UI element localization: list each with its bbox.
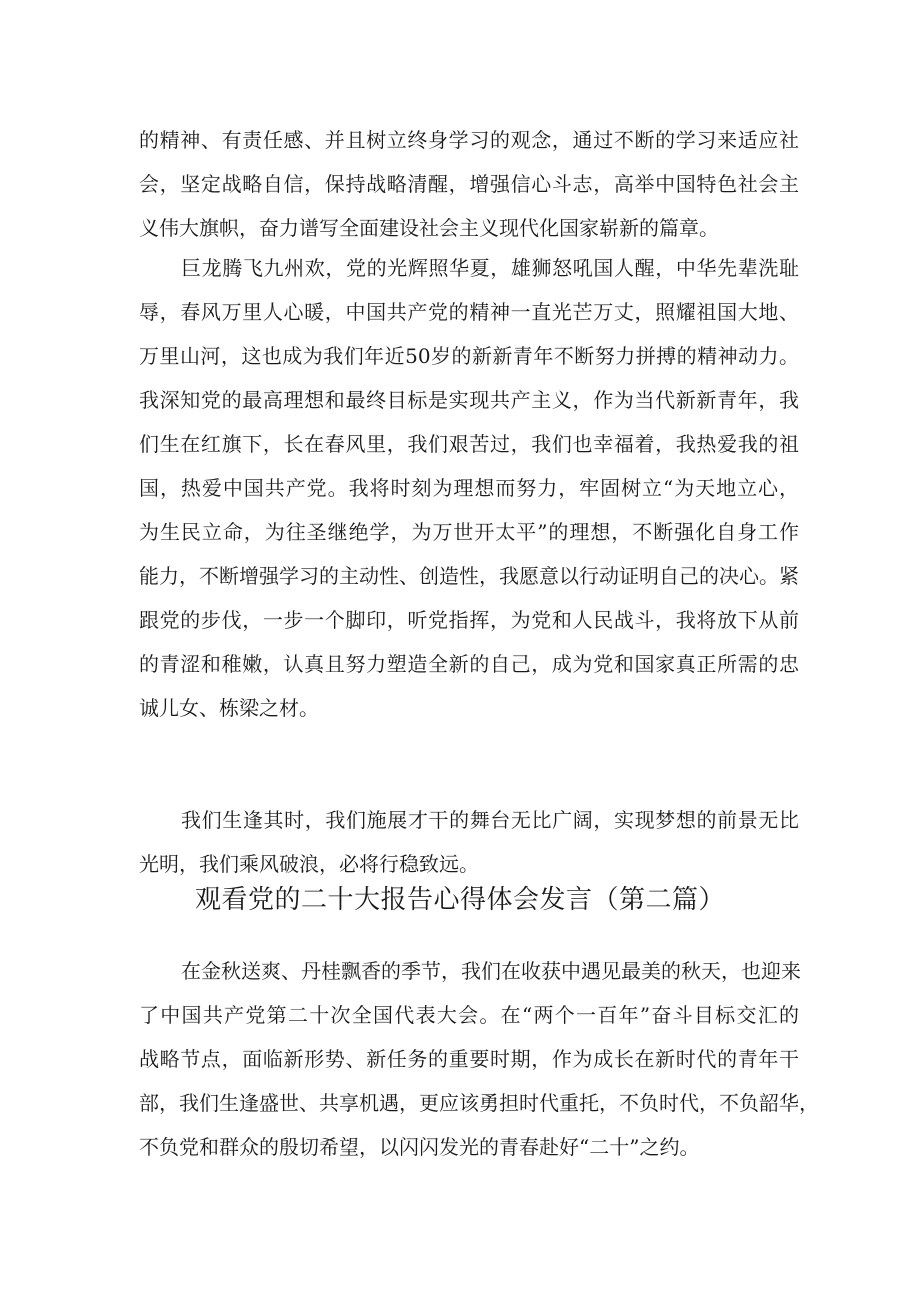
text-line: 在金秋送爽、丹桂飘香的季节，我们在收获中遇见最美的秋天，也迎来 xyxy=(181,959,801,983)
text-line: 巨龙腾飞九州欢，党的光辉照华夏，雄狮怒吼国人醒，中华先辈洗耻 xyxy=(181,256,799,280)
text-line: 国，热爱中国共产党。我将时刻为理想而努力，牢固树立“为天地立心， xyxy=(139,476,799,500)
text-line: 我深知党的最高理想和最终目标是实现共产主义，作为当代新新青年，我 xyxy=(139,388,799,412)
text-line: 能力，不断增强学习的主动性、创造性，我愿意以行动证明自己的决心。紧 xyxy=(139,564,799,588)
text-line: 我们生逢其时，我们施展才干的舞台无比广阔，实现梦想的前景无比 xyxy=(181,808,799,832)
text-line: 了中国共产党第二十次全国代表大会。在“两个一百年”奋斗目标交汇的 xyxy=(139,1003,799,1027)
text-line: 义伟大旗帜，奋力谱写全面建设社会主义现代化国家崭新的篇章。 xyxy=(139,216,719,240)
text-line: 为生民立命，为往圣继绝学，为万世开太平”的理想，不断强化自身工作 xyxy=(139,520,799,544)
paragraph-3 xyxy=(139,798,799,886)
text-line: 部，我们生逢盛世、共享机遇，更应该勇担时代重托，不负时代，不负韶华， xyxy=(139,1091,819,1115)
paragraph-2 xyxy=(139,246,799,730)
text-line: 会，坚定战略自信，保持战略清醒，增强信心斗志，高举中国特色社会主 xyxy=(139,172,799,196)
text-line: 的青涩和稚嫩，认真且努力塑造全新的自己，成为党和国家真正所需的忠 xyxy=(139,652,799,676)
text-line: 诚儿女、栋梁之材。 xyxy=(139,696,319,720)
text-line: 跟党的步伐，一步一个脚印，听党指挥，为党和人民战斗，我将放下从前 xyxy=(139,608,799,632)
paragraph-1 xyxy=(139,118,799,250)
text-line: 的精神、有责任感、并且树立终身学习的观念，通过不断的学习来适应社 xyxy=(139,128,799,152)
paragraph-4 xyxy=(139,949,819,1169)
text-line: 们生在红旗下，长在春风里，我们艰苦过，我们也幸福着，我热爱我的祖 xyxy=(139,432,799,456)
text-line: 不负党和群众的殷切希望，以闪闪发光的青春赴好“二十”之约。 xyxy=(139,1135,700,1159)
text-line: 光明，我们乘风破浪，必将行稳致远。 xyxy=(139,852,479,876)
text-line: 万里山河，这也成为我们年近50岁的新新青年不断努力拼搏的精神动力。 xyxy=(139,344,799,368)
text-line: 辱，春风万里人心暖，中国共产党的精神一直光芒万丈，照耀祖国大地、 xyxy=(139,300,799,324)
text-line: 战略节点，面临新形势、新任务的重要时期，作为成长在新时代的青年干 xyxy=(139,1047,799,1071)
section-heading: 观看党的二十大报告心得体会发言（第二篇） xyxy=(194,885,725,915)
